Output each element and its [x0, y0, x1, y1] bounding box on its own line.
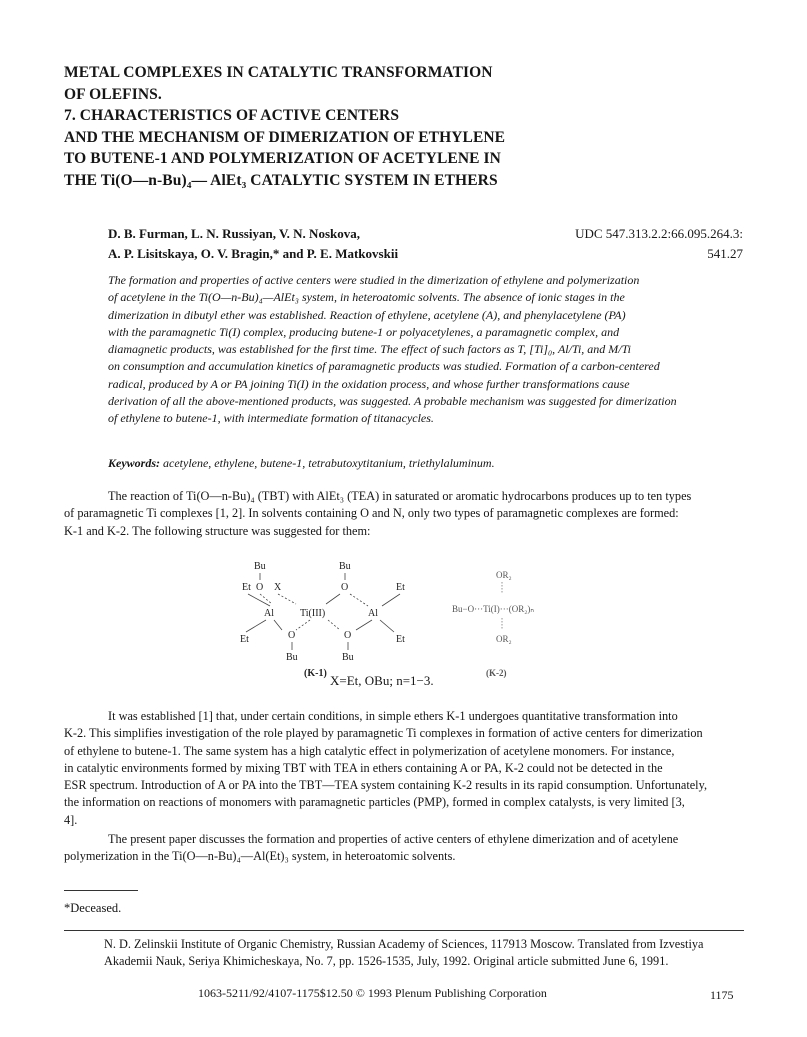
affiliation-line: Akademii Nauk, Seriya Khimicheskaya, No. 7, pp. 1526-1535, July, 1992. Original article submitted June 6, 1991.: [104, 954, 669, 969]
intro-paragraph: [64, 488, 744, 540]
paragraph-line: of ethylene to butene-1. The same system has a high catalytic effect in polymerization of acetylene monomers. For instance,: [64, 743, 675, 758]
chemical-structure-figure: [200, 558, 620, 690]
et-label: Et: [396, 582, 405, 593]
affiliation-line: N. D. Zelinskii Institute of Organic Chemistry, Russian Academy of Sciences, 117913 Moscow. Translated from Izvestiya: [104, 937, 704, 951]
copyright-line: 1063-5211/92/4107-1175$12.50 © 1993 Plenum Publishing Corporation: [198, 986, 547, 1000]
title-line: TO BUTENE-1 AND POLYMERIZATION OF ACETYLENE IN: [64, 150, 501, 167]
page-number: 1175: [710, 988, 734, 1002]
abstract-line: dimerization in dibutyl ether was established. Reaction of ethylene, acetylene (A), and phenylacetylene (PA): [108, 307, 626, 322]
structure-drawing: [200, 558, 620, 690]
et-label: Et: [240, 634, 249, 645]
paragraph-line: K-1 and K-2. The following structure was suggested for them:: [64, 523, 371, 538]
or2-label: OR₂: [496, 570, 512, 580]
k2-core-label: Bu−O···Ti(I)···(OR₂)ₙ: [452, 604, 534, 614]
paragraph-line: of paramagnetic Ti complexes [1, 2]. In solvents containing O and N, only two types of paramagnetic complexes are formed:: [64, 506, 679, 521]
udc-line: UDC 547.313.2.2:66.095.264.3:: [575, 226, 743, 241]
body-paragraph: [64, 708, 744, 829]
title-line: AND THE MECHANISM OF DIMERIZATION OF ETHYLENE: [64, 128, 506, 146]
bu-label: Bu: [339, 561, 351, 572]
paragraph-line: It was established [1] that, under certain conditions, in simple ethers K-1 undergoes quantitative transformation into: [108, 709, 678, 723]
paragraph-line: polymerization in the Ti(O—n-Bu)₄—Al(Et)₃ system, in heteroatomic solvents.: [64, 849, 456, 864]
aluminum-label: Al: [264, 608, 274, 619]
article-title: [64, 62, 624, 191]
paragraph-line: ESR spectrum. Introduction of A or PA into the TBT—TEA system containing K-2 results in its rapid consumption. Unfortunately,: [64, 778, 708, 793]
udc-line: 541.27: [707, 246, 743, 261]
affiliation-rule: [64, 930, 744, 931]
title-line: 7. CHARACTERISTICS OF ACTIVE CENTERS: [64, 107, 400, 124]
udc-code: [575, 224, 743, 264]
paragraph-line: 4].: [64, 812, 78, 827]
abstract-line: of acetylene in the Ti(O—n-Bu)₄—AlEt₃ system, in heteroatomic solvents. The absence of ionic stages in the: [108, 290, 625, 305]
author-list: [108, 224, 398, 264]
abstract-line: diamagnetic products, was established for the first time. The effect of such factors as T, [Ti]₀, Al/Ti, and M/Ti: [108, 342, 631, 357]
aluminum-label: Al: [368, 608, 378, 619]
bu-label: Bu: [342, 652, 354, 663]
author-line: A. P. Lisitskaya, O. V. Bragin,* and P. E. Matkovskii: [108, 246, 399, 261]
keywords-label: Keywords:: [108, 456, 160, 470]
body-paragraph: [64, 831, 744, 866]
abstract-line: on consumption and accumulation kinetics of paramagnetic products was studied. Formation of a carbon-centered: [108, 359, 660, 374]
k2-label: (K-2): [486, 668, 507, 678]
k1-label: (K-1): [304, 668, 327, 679]
oxygen-label: O: [344, 630, 352, 641]
keywords: [108, 456, 495, 471]
abstract-line: of ethylene to butene-1, with intermediate formation of titanacycles.: [108, 411, 434, 426]
paragraph-line: The reaction of Ti(O—n-Bu)₄ (TBT) with AlEt₃ (TEA) in saturated or aromatic hydrocarbons produces up to ten types: [108, 489, 692, 503]
abstract-line: derivation of all the above-mentioned products, was suggested. A probable mechanism was suggested for dimerization: [108, 394, 677, 409]
abstract-line: The formation and properties of active centers were studied in the dimerization of ethylene and polymerization: [108, 273, 640, 287]
oxygen-label: O: [288, 630, 296, 641]
abstract: [108, 272, 728, 428]
affiliation: [104, 936, 704, 971]
bu-label: Bu: [254, 561, 266, 572]
footnote-rule: [64, 890, 138, 891]
abstract-line: with the paramagnetic Ti(I) complex, producing butene-1 or polyacetylenes, a paramagnetic complex, and: [108, 324, 620, 339]
x-definition: X=Et, OBu; n=1−3.: [330, 673, 434, 688]
title-line: THE Ti(O—n-Bu)₄— AlEt₃ CATALYTIC SYSTEM IN ETHERS: [64, 171, 498, 189]
or2-label: OR₂: [496, 634, 512, 644]
bu-label: Bu: [286, 652, 298, 663]
author-line: D. B. Furman, L. N. Russiyan, V. N. Noskova,: [108, 226, 360, 241]
paragraph-line: K-2. This simplifies investigation of the role played by paramagnetic Ti complexes in formation of active centers for dimerization: [64, 726, 703, 741]
oxygen-label: O: [341, 582, 349, 593]
footnote: *Deceased.: [64, 901, 122, 915]
paragraph-line: The present paper discusses the formation and properties of active centers of ethylene dimerization and of acetylene: [108, 832, 679, 846]
abstract-line: radical, produced by A or PA joining Ti(I) in the oxidation process, and whose further transformations cause: [108, 376, 630, 391]
oxygen-label: O: [256, 582, 264, 593]
title-line: METAL COMPLEXES IN CATALYTIC TRANSFORMATION: [64, 64, 493, 81]
x-label: X: [274, 582, 282, 593]
paragraph-line: in catalytic environments formed by mixing TBT with TEA in ethers containing A or PA, K-2 could not be detected in the: [64, 760, 663, 775]
et-label: Et: [396, 634, 405, 645]
titanium-iii-label: Ti(III): [300, 608, 326, 619]
et-label: Et: [242, 582, 251, 593]
title-line: OF OLEFINS.: [64, 85, 162, 103]
keywords-text: acetylene, ethylene, butene-1, tetrabutoxytitanium, triethylaluminum.: [160, 456, 495, 470]
paragraph-line: the information on reactions of monomers with paramagnetic particles (PMP), formed in complex catalysts, is very limited [3,: [64, 795, 685, 810]
